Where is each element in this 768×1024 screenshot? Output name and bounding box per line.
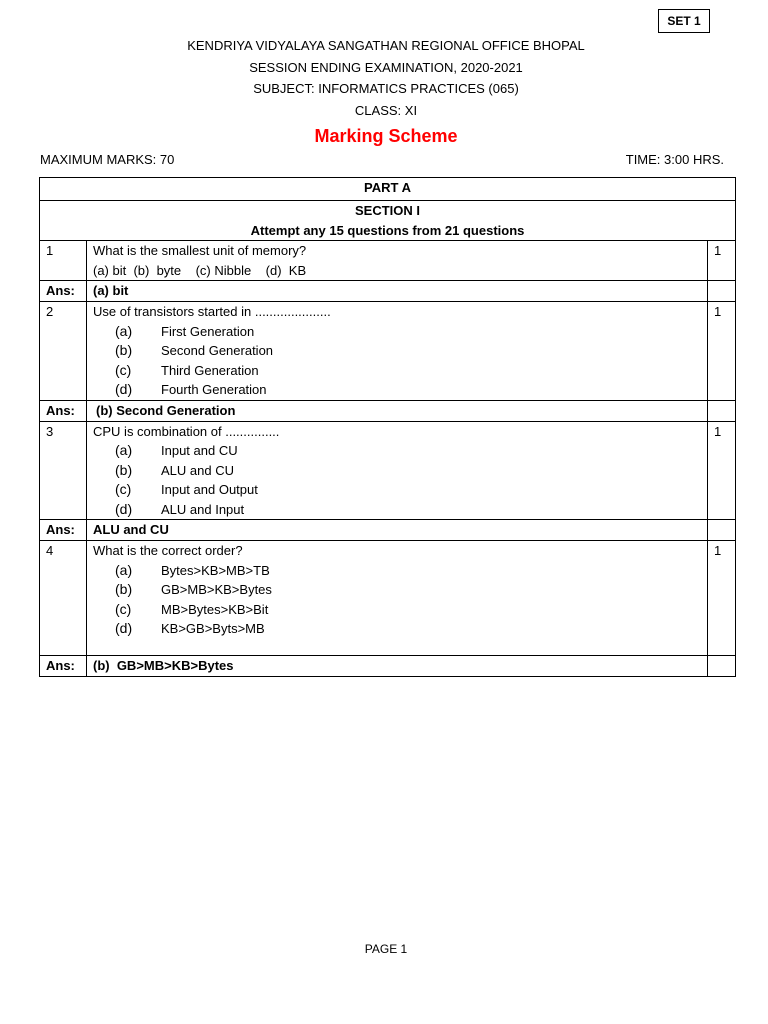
option-item: [93, 580, 701, 600]
answer-row: [40, 281, 736, 302]
question-marks: 1: [708, 241, 736, 281]
set-label: SET 1: [658, 9, 710, 33]
answer-row: [40, 656, 736, 677]
question-number: 4: [40, 541, 87, 656]
option-text: Input and CU: [161, 443, 238, 458]
organization-title: KENDRIYA VIDYALAYA SANGATHAN REGIONAL OFFICE BHOPAL: [187, 38, 585, 53]
option-letter: (c): [115, 361, 132, 378]
class-title: CLASS: XI: [354, 102, 418, 118]
option-item: [93, 461, 701, 481]
option-text: Third Generation: [161, 362, 259, 378]
answer-row: [40, 400, 736, 421]
option-item: [93, 322, 701, 342]
question-number: 3: [40, 421, 87, 520]
question-body: [87, 302, 708, 401]
question-number: 2: [40, 302, 87, 401]
option-item: [93, 619, 701, 639]
option-text: Input and Output: [161, 482, 258, 497]
question-row: [40, 241, 736, 281]
answer-text: (a) bit: [87, 281, 708, 302]
option-letter: (d): [115, 381, 133, 397]
question-text: Use of transistors started in .....................: [93, 304, 331, 319]
option-item: [93, 500, 701, 520]
answer-label: Ans:: [40, 656, 87, 677]
option-text: Fourth Generation: [161, 382, 267, 397]
option-text: ALU and Input: [161, 501, 245, 517]
question-text: What is the correct order?: [93, 543, 243, 558]
option-text: Bytes>KB>MB>TB: [161, 562, 270, 578]
option-letter: (a): [115, 561, 133, 578]
option-letter: (b): [115, 342, 133, 358]
option-item: [93, 561, 701, 581]
option-text: ALU and CU: [161, 462, 234, 478]
subject-title: SUBJECT: INFORMATICS PRACTICES (065): [253, 81, 519, 96]
page-number: PAGE 1: [364, 942, 408, 956]
section-row: [40, 201, 736, 241]
option-text: Second Generation: [161, 343, 274, 358]
answer-label: Ans:: [40, 520, 87, 541]
answer-marks-cell: [708, 520, 736, 541]
option-letter: (b): [115, 461, 133, 478]
exam-title: SESSION ENDING EXAMINATION, 2020-2021: [249, 59, 523, 75]
question-body: [87, 421, 708, 520]
question-row: [40, 302, 736, 401]
question-marks: 1: [708, 421, 736, 520]
option-item: [93, 441, 701, 461]
option-letter: (c): [115, 600, 132, 617]
part-row: [40, 178, 736, 201]
option-letter: (b): [115, 581, 133, 597]
maximum-marks: MAXIMUM MARKS: 70: [40, 152, 175, 167]
section-instruction: Attempt any 15 questions from 21 questions: [250, 222, 525, 238]
section-header: [40, 201, 736, 241]
answer-marks-cell: [708, 656, 736, 677]
question-body: [87, 541, 708, 656]
marking-scheme-table: [39, 177, 736, 677]
question-number: 1: [40, 241, 87, 281]
answer-label: Ans:: [40, 400, 87, 421]
answer-row: [40, 520, 736, 541]
question-text: CPU is combination of ...............: [93, 423, 280, 439]
option-item: [93, 480, 701, 500]
answer-marks-cell: [708, 400, 736, 421]
answer-text: ALU and CU: [87, 520, 708, 541]
option-letter: (c): [115, 481, 132, 497]
option-letter: (d): [115, 500, 133, 517]
option-item: [93, 361, 701, 381]
option-text: KB>GB>Byts>MB: [161, 621, 265, 636]
question-row: [40, 541, 736, 656]
question-row: [40, 421, 736, 520]
option-text: GB>MB>KB>Bytes: [161, 582, 272, 597]
option-item: [93, 341, 701, 361]
answer-marks-cell: [708, 281, 736, 302]
answer-label: Ans:: [40, 281, 87, 302]
question-marks: 1: [708, 302, 736, 401]
option-text: MB>Bytes>KB>Bit: [161, 601, 269, 617]
question-marks: 1: [708, 541, 736, 656]
answer-text: (b) GB>MB>KB>Bytes: [87, 656, 708, 677]
option-letter: (a): [115, 442, 133, 458]
option-item: [93, 380, 701, 400]
answer-text: (b) Second Generation: [87, 400, 708, 421]
option-letter: (a): [115, 322, 133, 339]
question-options-inline: (a) bit (b) byte (c) Nibble (d) KB: [93, 262, 307, 278]
exam-time: TIME: 3:00 HRS.: [625, 152, 724, 167]
question-text: What is the smallest unit of memory?: [93, 243, 307, 258]
section-title: SECTION I: [354, 203, 420, 218]
part-title: PART A: [40, 178, 736, 201]
option-letter: (d): [115, 620, 133, 636]
option-text: First Generation: [161, 323, 255, 339]
document-header: [0, 35, 768, 149]
marking-scheme-title: Marking Scheme: [314, 126, 458, 146]
question-body: [87, 241, 708, 281]
option-item: [93, 600, 701, 620]
